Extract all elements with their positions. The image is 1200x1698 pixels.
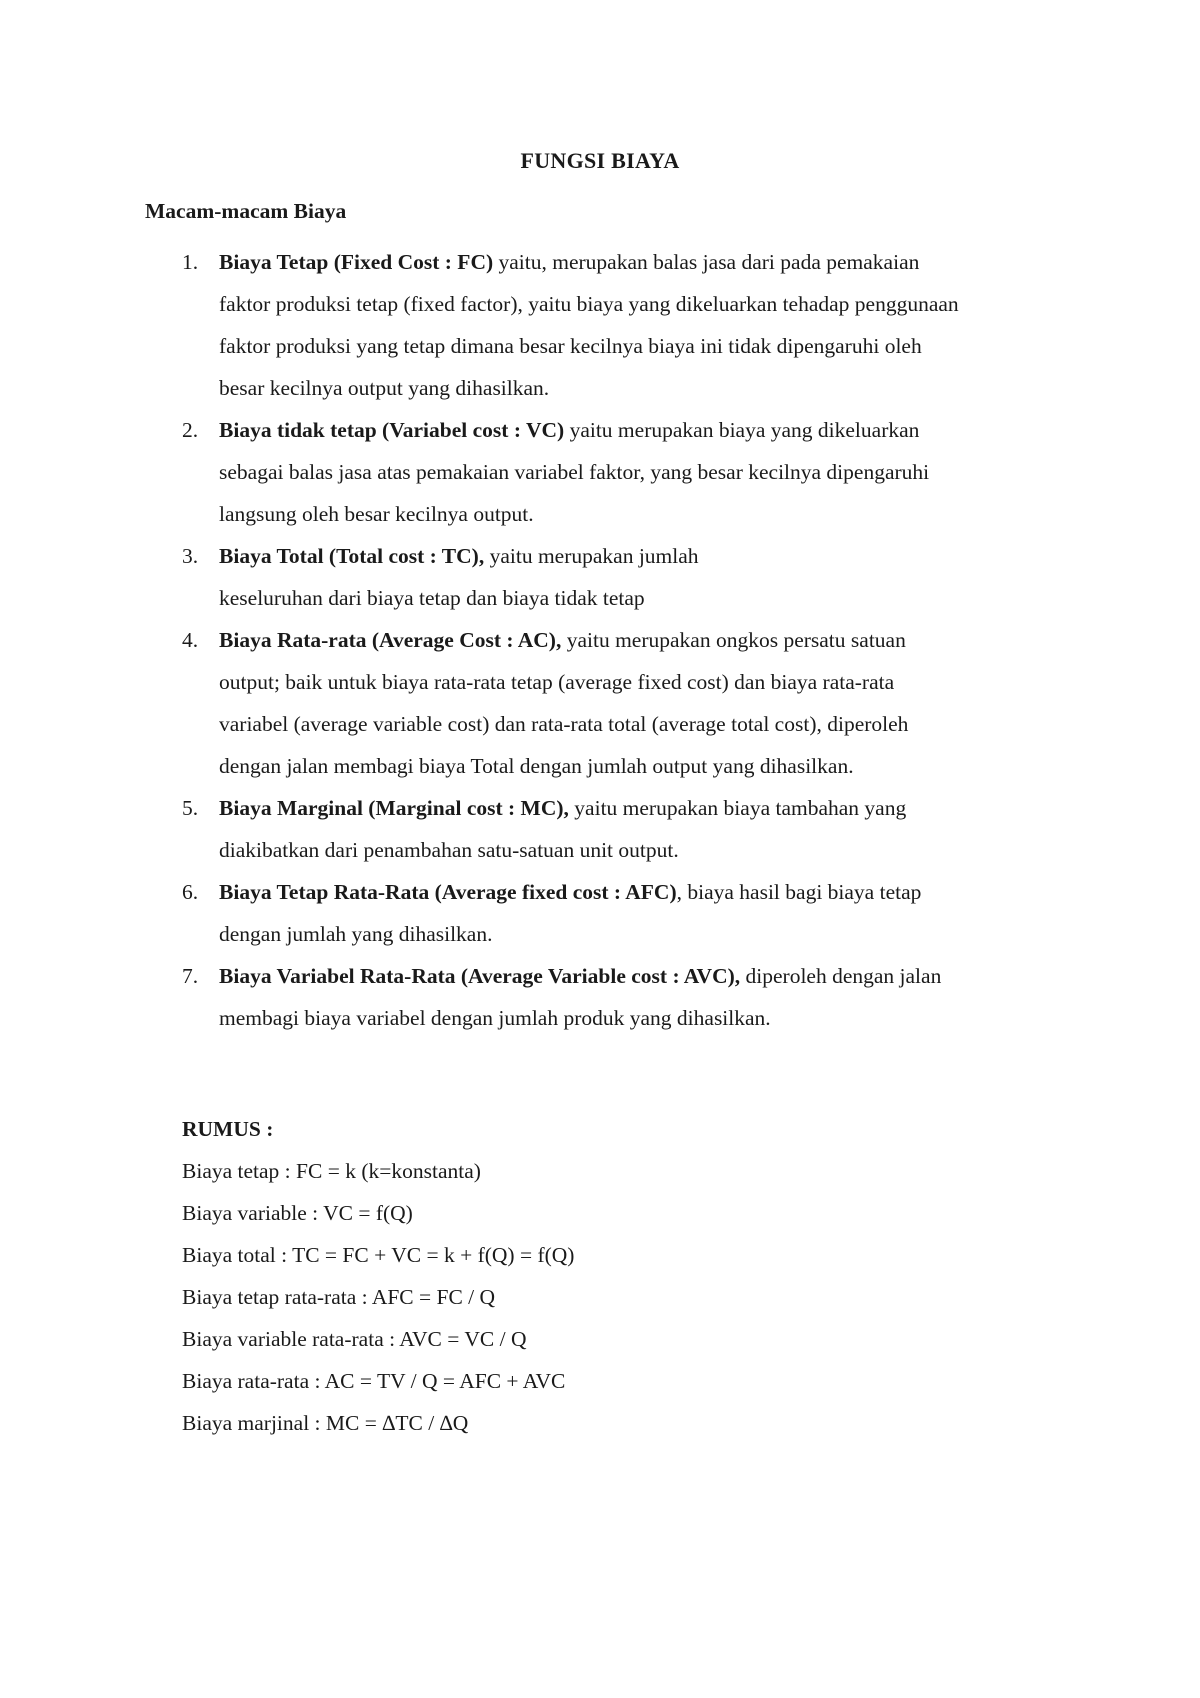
list-item [0,871,1200,955]
list-item [0,787,1200,871]
list-item-text: langsung oleh besar kecilnya output. [219,502,534,526]
list-item-first-line [219,619,1070,661]
list-item-term: Biaya Tetap Rata-Rata (Average fixed cost : AFC) [219,880,677,904]
list-item-text: output; baik untuk biaya rata-rata tetap (average fixed cost) dan biaya rata-rata [219,670,895,694]
list-item [0,955,1200,1039]
list-item [0,619,1200,787]
formula-heading: RUMUS : [182,1117,274,1141]
list-item-text: faktor produksi tetap (fixed factor), yaitu biaya yang dikeluarkan tehadap penggunaan [219,292,959,316]
list-item [0,241,1200,409]
list-item-number: 7. [182,964,199,988]
formula-section [182,1108,574,1444]
list-item-text: diperoleh dengan jalan [740,964,942,988]
formula-marginal-cost: Biaya marjinal : MC = ∆TC / ∆Q [182,1411,469,1435]
list-item-first-line [219,535,1070,577]
list-item-first-line [219,241,1070,283]
list-item-term: Biaya Total (Total cost : TC), [219,544,485,568]
list-item-number: 1. [182,250,199,274]
list-item-first-line [219,955,1070,997]
cost-types-list [0,241,1200,1039]
formula-total-cost: Biaya total : TC = FC + VC = k + f(Q) = f(Q) [182,1243,575,1267]
list-item [0,409,1200,535]
list-item-text: besar kecilnya output yang dihasilkan. [219,376,550,400]
list-item-text: diakibatkan dari penambahan satu-satuan unit output. [219,838,679,862]
list-item-first-line [219,871,1070,913]
page-title: FUNGSI BIAYA [520,148,680,173]
list-item-number: 5. [182,796,199,820]
list-item-text: yaitu merupakan jumlah [484,544,699,568]
formula-average-cost: Biaya rata-rata : AC = TV / Q = AFC + AVC [182,1369,566,1393]
list-item-number: 4. [182,628,199,652]
list-item-term: Biaya Variabel Rata-Rata (Average Variable cost : AVC), [219,964,741,988]
formula-average-fixed-cost: Biaya tetap rata-rata : AFC = FC / Q [182,1285,496,1309]
list-item-text: membagi biaya variabel dengan jumlah produk yang dihasilkan. [219,1006,771,1030]
list-item-text: yaitu merupakan ongkos persatu satuan [561,628,906,652]
formula-average-variable-cost: Biaya variable rata-rata : AVC = VC / Q [182,1327,527,1351]
list-item-term: Biaya Marginal (Marginal cost : MC), [219,796,569,820]
list-item-text: yaitu, merupakan balas jasa dari pada pemakaian [493,250,920,274]
list-item-first-line [219,409,1070,451]
list-item-first-line [219,787,1070,829]
list-item-text: dengan jumlah yang dihasilkan. [219,922,493,946]
list-item-text: dengan jalan membagi biaya Total dengan jumlah output yang dihasilkan. [219,754,854,778]
list-item-text: sebagai balas jasa atas pemakaian variabel faktor, yang besar kecilnya dipengaruhi [219,460,930,484]
list-item [0,535,1200,619]
list-item-term: Biaya Rata-rata (Average Cost : AC), [219,628,562,652]
list-item-number: 2. [182,418,199,442]
list-item-number: 3. [182,544,199,568]
list-item-term: Biaya tidak tetap (Variabel cost : VC) [219,418,565,442]
list-item-text: faktor produksi yang tetap dimana besar kecilnya biaya ini tidak dipengaruhi oleh [219,334,922,358]
list-item-text: yaitu merupakan biaya tambahan yang [568,796,907,820]
formula-fixed-cost: Biaya tetap : FC = k (k=konstanta) [182,1159,481,1183]
list-item-term: Biaya Tetap (Fixed Cost : FC) [219,250,494,274]
list-item-text: variabel (average variable cost) dan rata-rata total (average total cost), diperoleh [219,712,909,736]
list-item-text: keseluruhan dari biaya tetap dan biaya tidak tetap [219,586,645,610]
formula-variable-cost: Biaya variable : VC = f(Q) [182,1201,413,1225]
list-item-text: , biaya hasil bagi biaya tetap [676,880,922,904]
section-subtitle: Macam-macam Biaya [145,199,347,223]
list-item-number: 6. [182,880,199,904]
list-item-text: yaitu merupakan biaya yang dikeluarkan [564,418,920,442]
